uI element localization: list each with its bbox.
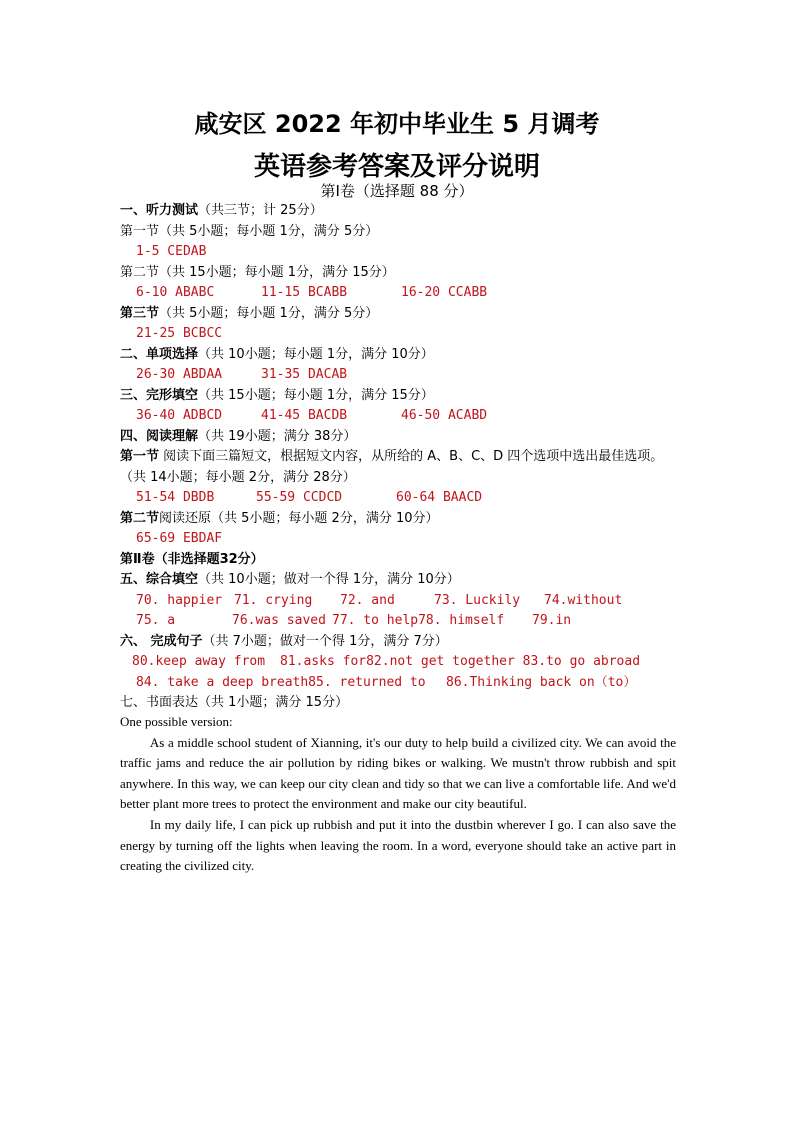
part-two-heading: 第Ⅱ卷（非选择题32分） <box>120 551 264 567</box>
listening-sec3-heading: 第三节（共 5小题；每小题 1分，满分 5分） <box>120 305 379 321</box>
grammar-answers: 26-30 ABDAA 31-35 DACAB <box>136 367 348 382</box>
fill-answers-row2: 75. a 76.was saved 77. to help78. himself 79.in <box>136 613 572 628</box>
listening-sec3-answers: 21-25 BCBCC <box>136 326 223 341</box>
listening-sec2-answers: 6-10 ABABC 11-15 BCABB 16-20 CCABB <box>136 285 488 300</box>
page-subtitle: 英语参考答案及评分说明 <box>253 152 540 182</box>
reading-sec1-answers: 51-54 DBDB 55-59 CCDCD 60-64 BAACD <box>136 490 483 505</box>
sample-essay <box>120 712 676 877</box>
section-fill-heading: 五、综合填空（共 10小题；做对一个得 1分，满分 10分） <box>120 572 460 587</box>
fill-answers-row1: 70. happier 71. crying 72. and 73. Luckily 74.without <box>136 592 623 608</box>
listening-sec1-heading: 第一节（共 5小题；每小题 1分，满分 5分） <box>120 223 379 239</box>
essay-lead: One possible version: <box>120 714 233 729</box>
listening-sec1-answers: 1-5 CEDAB <box>136 244 207 259</box>
section-grammar-heading: 二、单项选择（共 10小题；每小题 1分，满分 10分） <box>120 346 434 362</box>
section-listening-heading: 一、听力测试（共三节；计 25分） <box>120 203 323 218</box>
essay-paragraph-2: In my daily life, I can pick up rubbish and put it into the dustbin wherever I go. I can also save the energy by turning off the lights when leaving the room. In a word, everyone should take an active part in creating the civilized city. <box>120 816 676 874</box>
section-reading-heading: 四、阅读理解（共 19小题；满分 38分） <box>120 428 357 444</box>
section-cloze-heading: 三、完形填空（共 15小题；每小题 1分，满分 15分） <box>120 387 434 403</box>
listening-sec2-heading: 第二节（共 15小题；每小题 1分，满分 15分） <box>120 264 395 280</box>
section-sentence-heading: 六、 完成句子（共 7小题；做对一个得 1分，满分 7分） <box>120 633 448 649</box>
section-writing-heading: 七、书面表达（共 1小题；满分 15分） <box>120 695 349 710</box>
reading-sec2-heading: 第二节阅读还原（共 5小题；每小题 2分，满分 10分） <box>120 510 439 526</box>
page-title: 咸安区 2022 年初中毕业生 5 月调考 <box>194 110 600 138</box>
essay-paragraph-1: As a middle school student of Xianning, it's our duty to help build a civilized city. We can avoid the traffic jams and reduce the air pollution by riding bikes or walking. We mustn't throw rubbish and spit anywhere. In this way, we can keep our city clean and tidy so that we can live a comfortable life. And we'd better plant more trees to protect the environment and make our city beautiful. <box>120 734 676 812</box>
sentence-answers-row2: 84. take a deep breath85. returned to 86.Thinking back on（to） <box>136 674 637 690</box>
part-one-heading: 第Ⅰ卷（选择题 88 分） <box>320 182 474 200</box>
reading-sec1-heading: 第一节 阅读下面三篇短文，根据短文内容，从所给的 A、B、C、D 四个选项中选出最佳选项。（共 14小题；每小题 2分，满分 28分） <box>120 449 664 485</box>
sentence-answers-row1: 80.keep away from 81.asks for82.not get together 83.to go abroad <box>132 654 641 669</box>
answer-list <box>120 201 676 714</box>
cloze-answers: 36-40 ADBCD 41-45 BACDB 46-50 ACABD <box>136 408 488 423</box>
reading-sec2-answers: 65-69 EBDAF <box>136 531 223 546</box>
